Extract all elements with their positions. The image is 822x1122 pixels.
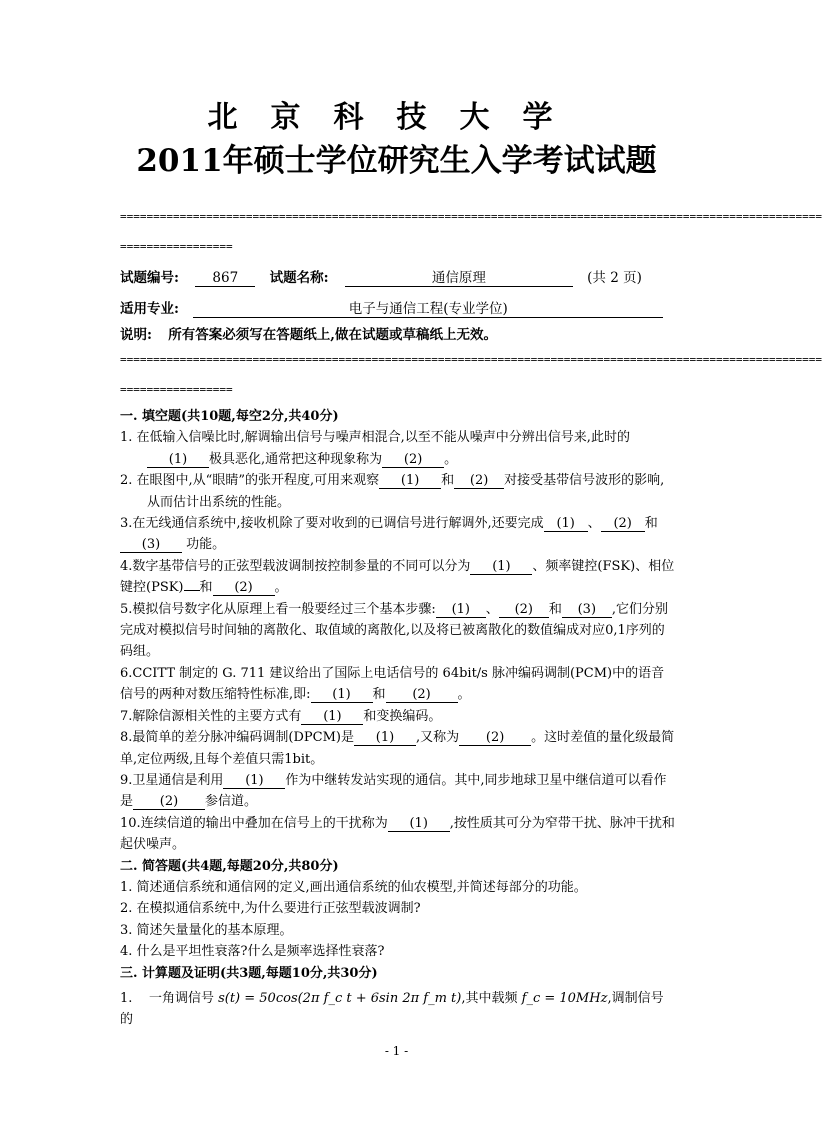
separator-line-2-tail: ================= xyxy=(120,383,233,396)
exam-code-label: 试题编号: xyxy=(120,270,179,286)
blank: (2) xyxy=(459,730,531,746)
blank: (2) xyxy=(382,452,444,468)
blank: (1) xyxy=(223,773,285,789)
instruction-label: 说明: xyxy=(120,327,152,343)
question-content xyxy=(120,406,676,1031)
exam-name-value: 通信原理 xyxy=(345,270,573,287)
major-value: 电子与通信工程(专业学位) xyxy=(193,301,663,318)
university-name: 北京科技大学 xyxy=(207,100,586,135)
blank: (1) xyxy=(354,730,416,746)
blank: (1) xyxy=(311,687,373,703)
exam-name-label: 试题名称: xyxy=(269,270,329,286)
question-2-3: 3. 简述矢量量化的基本原理。 xyxy=(120,922,293,938)
blank: (1) xyxy=(379,473,441,489)
page-number: - 1 - xyxy=(384,1044,409,1058)
blank: (1) xyxy=(388,816,450,832)
question-1-3: 3.在无线通信系统中,接收机除了要对收到的已调信号进行解调外,还要完成 (1) 、 (2) 和(3) 功能。 xyxy=(120,516,658,553)
blank: (2) xyxy=(499,602,549,618)
question-2-1: 1. 简述通信系统和通信网的定义,画出通信系统的仙农模型,并简述每部分的功能。 xyxy=(120,879,587,895)
separator-line-tail: ================= xyxy=(120,240,233,253)
exam-code-value: 867 xyxy=(195,270,255,287)
exam-code-row xyxy=(120,268,680,288)
question-1-5: 5.模拟信号数字化从原理上看一般要经过三个基本步骤: (1) 、 (2) 和 (3) ,它们分别完成对模拟信号时间轴的离散化、取值域的离散化,以及将已被离散化的数值编成对应0,1序列的码组。 xyxy=(120,601,668,660)
blank: (3) xyxy=(562,602,612,618)
blank: (1) xyxy=(436,602,486,618)
blank: (2) xyxy=(601,516,645,532)
blank: (2) xyxy=(213,580,275,596)
section-3-title: 三. 计算题及证明(共3题,每题10分,共30分) xyxy=(120,965,378,981)
formula: f_c = 10MHz xyxy=(521,990,608,1006)
exam-title: 2011年硕士学位研究生入学考试试题 xyxy=(136,143,657,179)
blank: (2) xyxy=(386,687,458,703)
question-2-2: 2. 在模拟通信系统中,为什么要进行正弦型载波调制? xyxy=(120,901,421,917)
instruction-text: 所有答案必须写在答题纸上,做在试题或草稿纸上无效。 xyxy=(168,327,497,343)
major-label: 适用专业: xyxy=(120,301,179,317)
question-1-2: 2. 在眼图中,从“眼睛”的张开程度,可用来观察 (1) 和 (2) 对接受基带信号波形的影响,从而估计出系统的性能。 xyxy=(120,473,665,510)
blank: (1) xyxy=(301,709,363,725)
formula: s(t) = 50cos(2π f_c t + 6sin 2π f_m t) xyxy=(218,990,462,1006)
question-1-6: 6.CCITT 制定的 G. 711 建议给出了国际上电话信号的 64bit/s 脉冲编码调制(PCM)中的语音信号的两种对数压缩特性标准,即: (1) 和 (2) 。 xyxy=(120,665,665,703)
question-1-10: 10.连续信道的输出中叠加在信号上的干扰称为 (1) ,按性质其可分为窄带干扰、脉冲干扰和起伏噪声。 xyxy=(120,815,675,853)
question-1-9: 9.卫星通信是利用 (1) 作为中继转发站实现的通信。其中,同步地球卫星中继信道可以看作是 (2) 参信道。 xyxy=(120,772,667,810)
separator-line-2: ========================================================================================================== xyxy=(120,353,822,366)
blank-empty xyxy=(184,590,200,591)
question-3-1: 1. 一角调信号 s(t) = 50cos(2π f_c t + 6sin 2π f_m t),其中载频 f_c = 10MHz,调制信号的 xyxy=(120,990,664,1028)
separator-line: ========================================================================================================== xyxy=(120,210,822,223)
blank: (1) xyxy=(544,516,588,532)
instruction-row xyxy=(120,325,680,345)
blank: (3) xyxy=(120,537,182,553)
question-1-7: 7.解除信源相关性的主要方式有 (1) 和变换编码。 xyxy=(120,708,442,724)
blank: (1) xyxy=(470,559,532,575)
page-count: (共 2 页) xyxy=(587,270,642,286)
question-2-4: 4. 什么是平坦性衰落?什么是频率选择性衰落? xyxy=(120,944,385,960)
section-2-title: 二. 简答题(共4题,每题20分,共80分) xyxy=(120,858,339,874)
major-row xyxy=(120,299,680,319)
question-1-1: 1. 在低输入信噪比时,解调输出信号与噪声相混合,以至不能从噪声中分辨出信号来,此时的(1) 极具恶化,通常把这种现象称为 (2) 。 xyxy=(120,430,630,467)
section-1-title: 一. 填空题(共10题,每空2分,共40分) xyxy=(120,409,339,424)
question-1-4: 4.数字基带信号的正弦型载波调制按控制参量的不同可以分为 (1) 、频率键控(FSK)、相位键控(PSK) 和 (2) 。 xyxy=(120,558,675,596)
blank: (2) xyxy=(454,473,504,489)
blank: (2) xyxy=(133,794,205,810)
question-1-8: 8.最简单的差分脉冲编码调制(DPCM)是 (1) ,又称为 (2) 。这时差值的量化级最简单,定位两级,且每个差值只需1bit。 xyxy=(120,730,675,767)
blank: (1) xyxy=(147,452,209,468)
